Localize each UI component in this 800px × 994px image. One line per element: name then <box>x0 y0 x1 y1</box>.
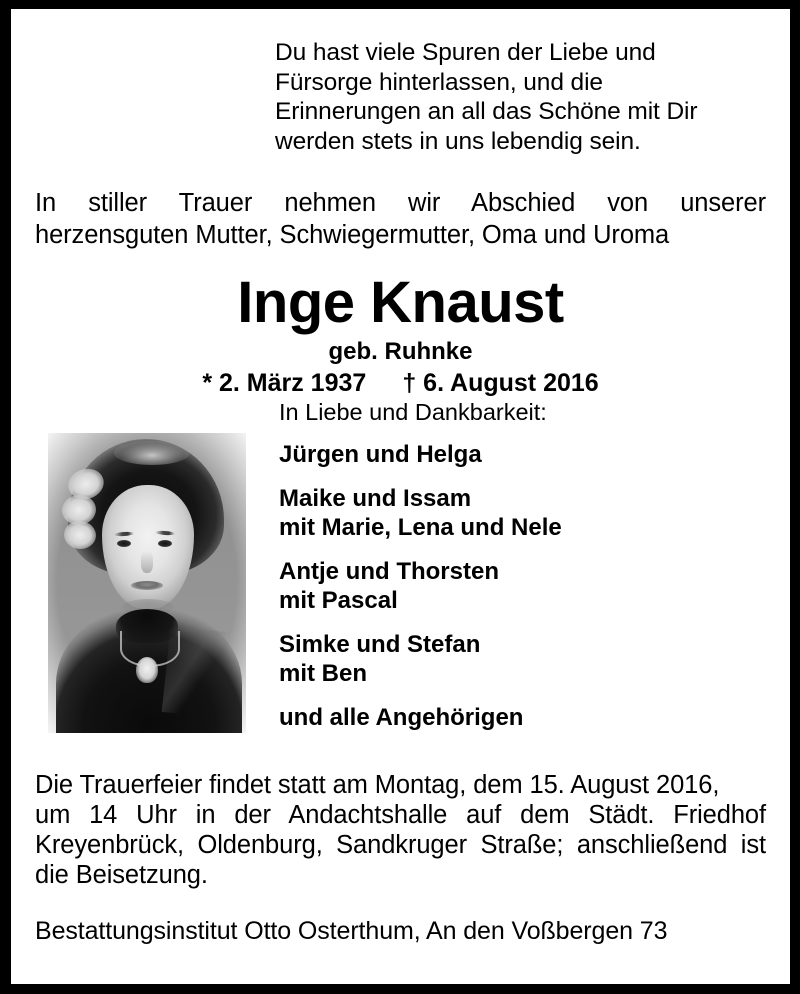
verse-line-1: Du hast viele Spuren der Liebe und <box>275 39 656 66</box>
death-date: † 6. August 2016 <box>402 369 599 397</box>
intro-line-1: In stiller Trauer nehmen wir Abschied von unserer <box>35 189 766 217</box>
family-member-line: mit Ben <box>279 660 368 687</box>
portrait-and-family-section <box>11 398 790 748</box>
family-member-line: und alle Angehörigen <box>279 704 524 731</box>
family-member-line: Maike und Issam <box>279 485 472 512</box>
portrait-mouth <box>131 581 163 590</box>
maiden-name: geb. Ruhnke <box>328 338 473 365</box>
ceremony-line-4: die Beisetzung. <box>35 861 208 889</box>
family-group <box>279 484 790 542</box>
deceased-name-block <box>11 251 790 398</box>
family-member-line: Antje und Thorsten <box>279 558 499 585</box>
portrait-eye-right <box>158 540 172 547</box>
portrait-brooch <box>136 657 158 683</box>
portrait-eye-left <box>117 540 131 547</box>
ceremony-details <box>11 748 790 890</box>
family-lead-text: In Liebe und Dankbarkeit: <box>279 399 547 425</box>
verse-line-2: Fürsorge hinterlassen, und die <box>275 68 603 96</box>
family-group <box>279 557 790 615</box>
family-group <box>279 630 790 688</box>
family-member-line: mit Marie, Lena und Nele <box>279 514 562 541</box>
family-member-line: mit Pascal <box>279 587 398 614</box>
memorial-verse <box>11 9 790 156</box>
family-member-line: Jürgen und Helga <box>279 441 482 468</box>
mourning-introduction <box>11 156 790 251</box>
family-group <box>279 703 790 732</box>
funeral-home-info: Bestattungsinstitut Otto Osterthum, An den Voßbergen 73 <box>35 917 668 945</box>
family-member-line: Simke und Stefan <box>279 631 481 658</box>
notice-content <box>11 9 790 984</box>
deceased-name: Inge Knaust <box>237 270 564 335</box>
portrait-photo <box>48 433 246 733</box>
life-dates <box>11 366 790 398</box>
ceremony-line-1: Die Trauerfeier findet statt am Montag, dem 15. August 2016, <box>35 771 720 799</box>
verse-line-3: Erinnerungen an all das Schöne mit Dir <box>275 98 698 125</box>
portrait-hair-highlight <box>114 441 190 465</box>
portrait-face <box>102 485 194 609</box>
birth-date: * 2. März 1937 <box>202 369 367 397</box>
ceremony-line-2: um 14 Uhr in der Andachtshalle auf dem Städt. Friedhof <box>35 801 766 829</box>
portrait-nose <box>141 551 153 573</box>
family-list <box>279 398 790 732</box>
verse-line-4: werden stets in uns lebendig sein. <box>275 127 641 155</box>
intro-line-2: herzensguten Mutter, Schwiegermutter, Oma und Uroma <box>35 221 670 249</box>
ceremony-line-3: Kreyenbrück, Oldenburg, Sandkruger Straße; anschließend ist <box>35 831 766 859</box>
family-group <box>279 440 790 469</box>
